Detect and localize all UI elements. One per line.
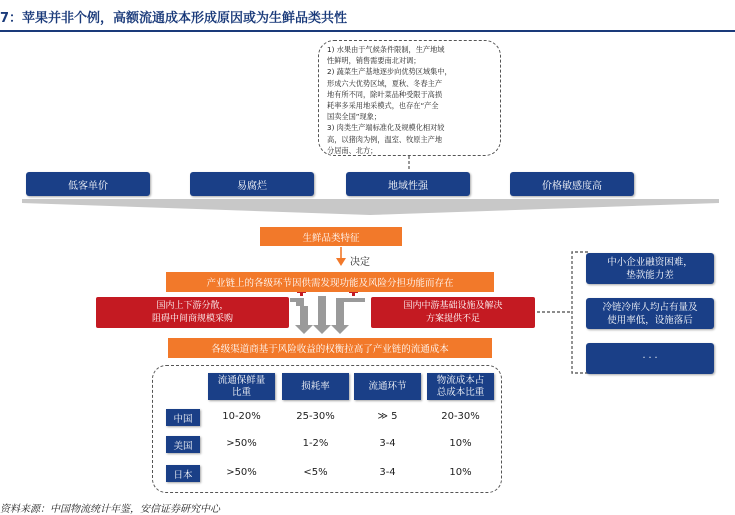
cost-conclusion: 各级渠道商基于风险收益的权衡拉高了产业链的流通成本 [168, 338, 492, 358]
cloud-line: 2) 蔬菜生产基地逐步向优势区域集中， [327, 67, 452, 77]
source-note: 资料来源：中国物流统计年鉴，安信证券研究中心 [0, 504, 220, 515]
row-header: 中国 [166, 409, 200, 426]
feature-pill: 价格敏感度高 [510, 172, 634, 196]
table-cell: ≫ 5 [377, 411, 398, 422]
cloud-line: 1) 水果由于气候条件限制，生产地域 [327, 45, 445, 54]
table-cell: >50% [226, 438, 257, 449]
table-cell: 3-4 [379, 467, 396, 478]
cloud-line: 地有所不同，除叶菜品种受限于高损 [327, 89, 443, 99]
chain-statement: 产业链上的各级环节因供需发现功能及风险分担功能而存在 [166, 272, 494, 292]
col-header: 流通保鲜量 比重 [208, 373, 275, 400]
table-cell: 10% [449, 467, 472, 478]
table-cell: <5% [303, 467, 328, 478]
right-constraint-box: 国内中游基础设施及解决 方案提供不足 [371, 297, 535, 328]
feature-pill: 低客单价 [26, 172, 150, 196]
fresh-category-feature-label: 生鲜品类特征 [260, 227, 402, 246]
row-header: 日本 [166, 465, 200, 482]
feature-pill: 易腐烂 [190, 172, 314, 196]
table-cell: 10-20% [222, 411, 261, 422]
cloud-line: 分居南、北方； [327, 145, 378, 155]
table-cell: 20-30% [441, 411, 480, 422]
cloud-line: 形成六大优势区域，夏秋、冬春主产 [327, 78, 443, 88]
col-header: 损耗率 [282, 373, 349, 400]
feature-pill: 地域性强 [346, 172, 470, 196]
table-cell: 25-30% [296, 411, 335, 422]
table-cell: 1-2% [302, 438, 329, 449]
cloud-line: 国卖全国”现象； [327, 112, 382, 122]
col-header: 流通环节 [354, 373, 421, 400]
cloud-line: 3) 肉类生产端标准化及规模化相对较 [327, 123, 445, 133]
page-title: 7：苹果并非个例，高额流通成本形成原因或为生鲜品类共性 [0, 11, 348, 26]
cloud-line: 耗率多采用地采模式，也存在“产全 [327, 101, 439, 111]
right-panel-item: 中小企业融资困难， 垫款能力差 [586, 253, 714, 284]
cloud-line: 高，以猪肉为例，温室、牧原主产地 [327, 134, 443, 144]
cloud-line: 性鲜明，销售需要南北对调； [327, 56, 421, 66]
table-cell: 3-4 [379, 438, 396, 449]
table-cell: 10% [449, 438, 472, 449]
col-header: 物流成本占 总成本比重 [427, 373, 494, 400]
decide-label: 决定 [350, 257, 370, 268]
row-header: 美国 [166, 436, 200, 453]
right-panel-item: · · · [586, 343, 714, 374]
right-panel-item: 冷链冷库人均占有量及 使用率低，设施落后 [586, 298, 714, 329]
table-cell: >50% [226, 467, 257, 478]
left-constraint-box: 国内上下游分散， 阻碍中间商规模采购 [96, 297, 289, 328]
